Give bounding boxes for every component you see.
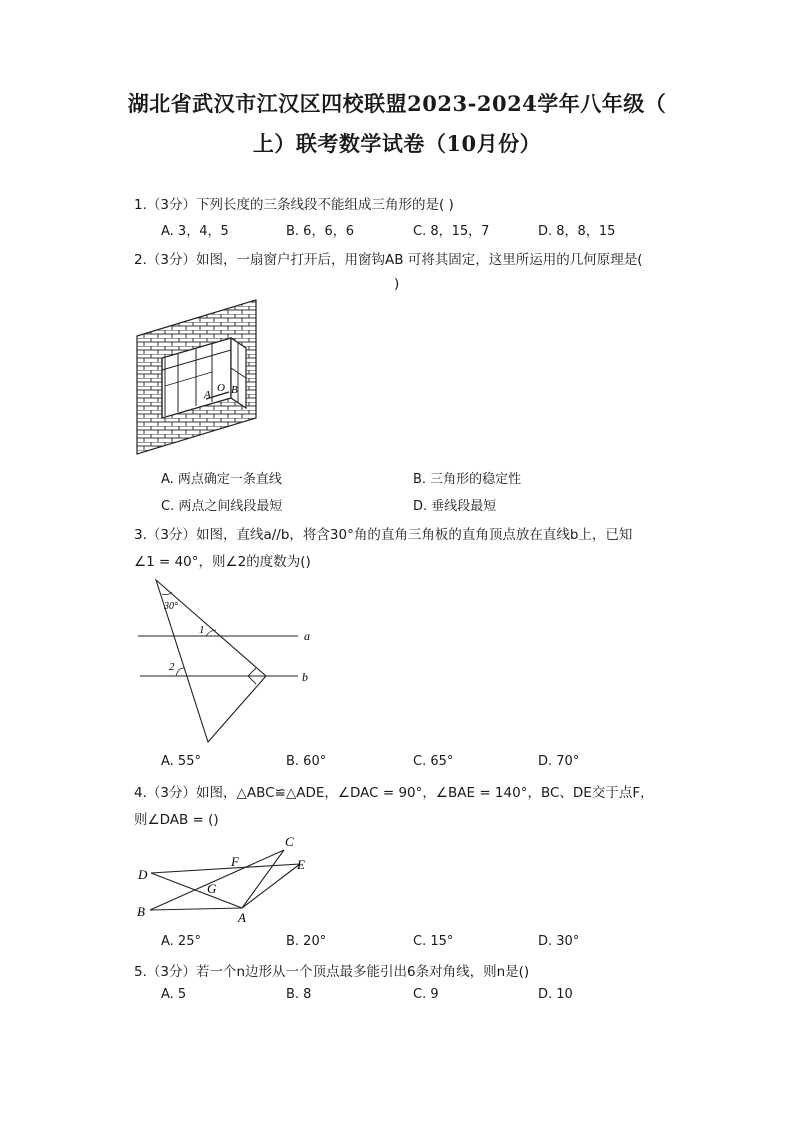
q5-option-a[interactable]: A. 5 [161,987,187,1002]
q2-option-d[interactable]: D. 垂线段最短 [413,499,497,514]
question-2-text: 2.（3分）如图，一扇窗户打开后，用窗钩AB 可将其固定，这里所运用的几何原理是( [134,252,643,268]
exam-title-line1: 湖北省武汉市江汉区四校联盟2023-2024学年八年级（ [127,91,667,116]
question-4-text: 4.（3分）如图，△ABC≌△ADE，∠DAC = 90°，∠BAE = 140°，BC、DE交于点F， [134,785,654,801]
q5-option-b[interactable]: B. 8 [286,987,312,1002]
q4-option-b[interactable]: B. 20° [286,934,327,949]
label-o: O [217,382,225,394]
question-4-text-cont: 则∠DAB = () [134,812,219,828]
label-c: C [285,834,294,849]
q3-option-d[interactable]: D. 70° [538,754,580,769]
q1-option-d[interactable]: D. 8，8，15 [538,224,616,239]
label-e: E [297,857,305,872]
label-f: F [231,854,239,869]
window-figure [134,298,264,458]
label-30deg: 30° [164,601,178,612]
label-b: B [231,384,238,396]
label-line-b: b [302,670,308,684]
q2-option-b[interactable]: B. 三角形的稳定性 [413,472,522,487]
question-2-text-cont: ) [394,276,400,292]
question-5-text: 5.（3分）若一个n边形从一个顶点最多能引出6条对角线，则n是() [134,964,530,980]
q1-option-a[interactable]: A. 3，4，5 [161,224,229,239]
label-b: B [137,904,145,919]
q5-option-c[interactable]: C. 9 [413,987,439,1002]
question-3-text: 3.（3分）如图，直线a//b，将含30°角的直角三角板的直角顶点放在直线b上，已知 [134,527,633,543]
q4-option-a[interactable]: A. 25° [161,934,201,949]
q3-option-c[interactable]: C. 65° [413,754,454,769]
q2-option-a[interactable]: A. 两点确定一条直线 [161,472,282,487]
q3-option-b[interactable]: B. 60° [286,754,327,769]
parallel-lines-figure [134,572,324,747]
label-line-a: a [304,629,310,643]
label-a: A [238,910,246,925]
label-g: G [207,881,217,896]
exam-title-line2: 上）联考数学试卷（10月份） [252,131,542,156]
label-a: A [204,389,211,401]
q1-option-b[interactable]: B. 6，6，6 [286,224,354,239]
q4-option-c[interactable]: C. 15° [413,934,454,949]
congruent-triangles-figure [134,830,324,930]
q3-option-a[interactable]: A. 55° [161,754,201,769]
label-angle-1: 1 [199,624,205,636]
question-1-text: 1.（3分）下列长度的三条线段不能组成三角形的是( ) [134,197,454,213]
label-d: D [138,867,148,882]
label-angle-2: 2 [169,661,175,673]
q4-option-d[interactable]: D. 30° [538,934,580,949]
q5-option-d[interactable]: D. 10 [538,987,573,1002]
question-3-text-cont: ∠1 = 40°，则∠2的度数为() [134,554,311,570]
q1-option-c[interactable]: C. 8，15，7 [413,224,490,239]
q2-option-c[interactable]: C. 两点之间线段最短 [161,499,283,514]
